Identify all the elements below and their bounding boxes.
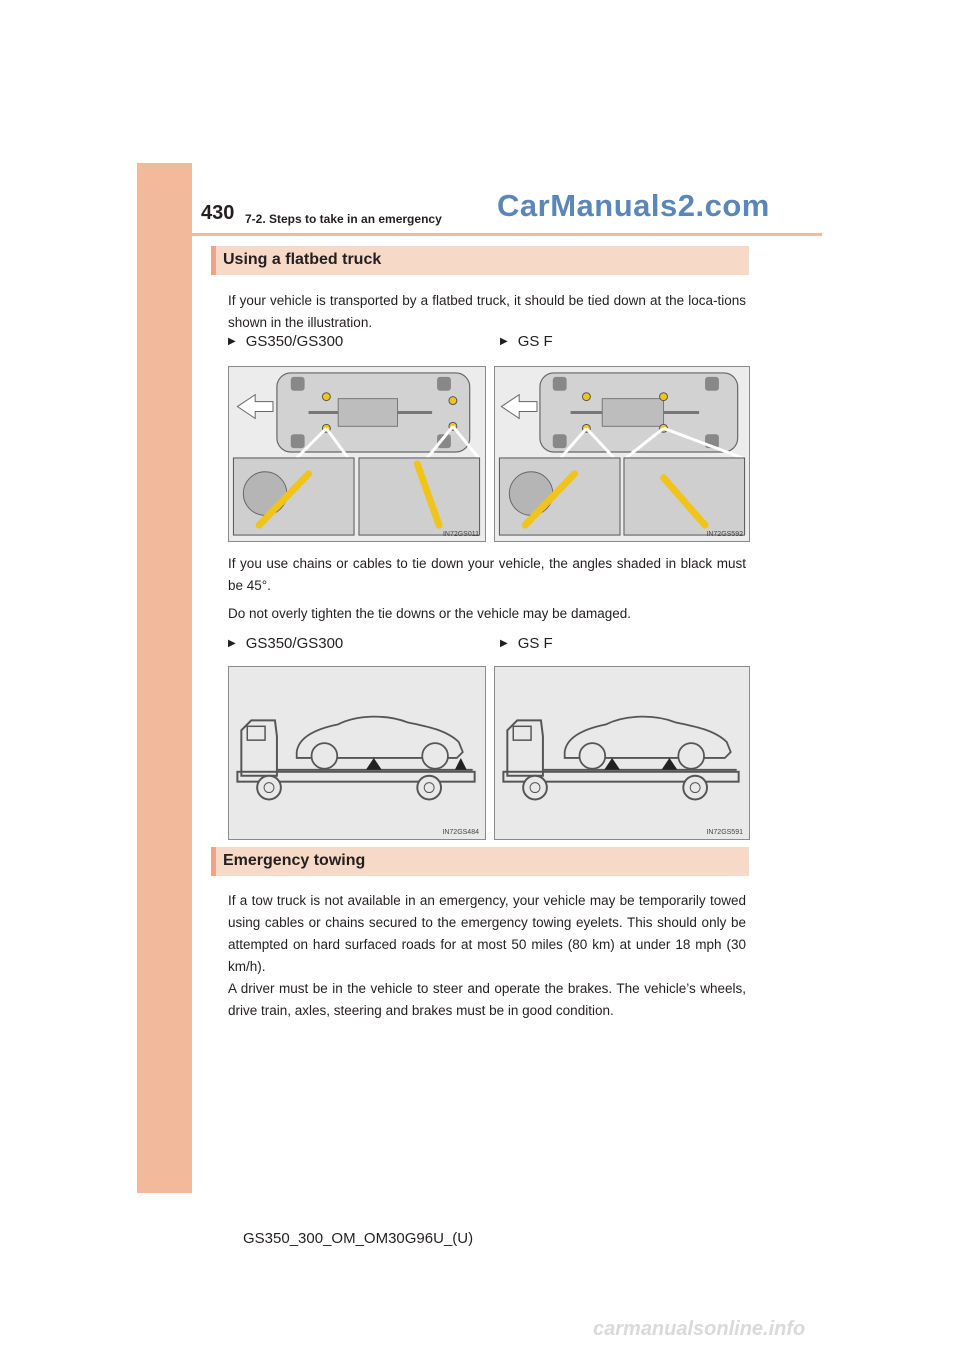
page-number: 430 xyxy=(201,202,235,224)
flatbed-intro: If your vehicle is transported by a flatbed truck, it should be tied down at the loca-tions shown in the illustration. xyxy=(228,293,746,330)
triangle-right-icon: ▶ xyxy=(500,638,508,649)
section-title: 7-2. Steps to take in an emergency xyxy=(245,212,442,226)
triangle-right-icon: ▶ xyxy=(500,336,508,347)
figure-code: IN72GS011 xyxy=(442,531,479,538)
document-code: GS350_300_OM_OM30G96U_(U) xyxy=(243,1230,474,1247)
model-label-gsf: ▶ GS F xyxy=(500,333,553,350)
model-label-gsf: ▶ GS F xyxy=(500,635,553,652)
triangle-right-icon: ▶ xyxy=(228,336,236,347)
model-label-gs350: ▶ GS350/GS300 xyxy=(228,333,344,350)
flatbed-truck-figure-gsf xyxy=(494,666,750,840)
heading-accent xyxy=(211,246,216,275)
figure-code: IN72GS591 xyxy=(706,829,743,836)
flatbed-truck-figure-gs350 xyxy=(228,666,486,840)
flatbed-heading xyxy=(211,246,749,275)
emergency-para-1: If a tow truck is not available in an emergency, your vehicle may be temporarily towed using cables or chains secured to the emergency towing eyelets. This should only be attempted on hard surfaced roads for at most 50 miles (80 km) at under 18 mph (30 km/h). xyxy=(228,893,746,974)
emergency-heading-text: Emergency towing xyxy=(223,852,366,869)
underbody-figure-gs350 xyxy=(228,366,486,542)
model-label-gs350: ▶ GS350/GS300 xyxy=(228,635,344,652)
figure-code: IN72GS592 xyxy=(706,531,743,538)
chains-note: If you use chains or cables to tie down your vehicle, the angles shaded in black must be 45°. xyxy=(228,556,746,593)
watermark-logo: CarManuals2.com xyxy=(497,188,770,223)
tighten-note: Do not overly tighten the tie downs or the vehicle may be damaged. xyxy=(228,606,631,621)
emergency-para-2: A driver must be in the vehicle to steer and operate the brakes. The vehicle’s wheels, drive train, axles, steering and brakes must be in good condition. xyxy=(228,981,746,1018)
underbody-figure-gsf xyxy=(494,366,750,542)
header-rule xyxy=(192,233,822,236)
chapter-tab xyxy=(137,163,192,1193)
heading-accent xyxy=(211,847,216,876)
flatbed-heading-text: Using a flatbed truck xyxy=(223,251,382,268)
emergency-heading xyxy=(211,847,749,876)
triangle-right-icon: ▶ xyxy=(228,638,236,649)
footer-watermark: carmanualsonline.info xyxy=(593,1318,806,1340)
figure-code: IN72GS484 xyxy=(442,829,479,836)
